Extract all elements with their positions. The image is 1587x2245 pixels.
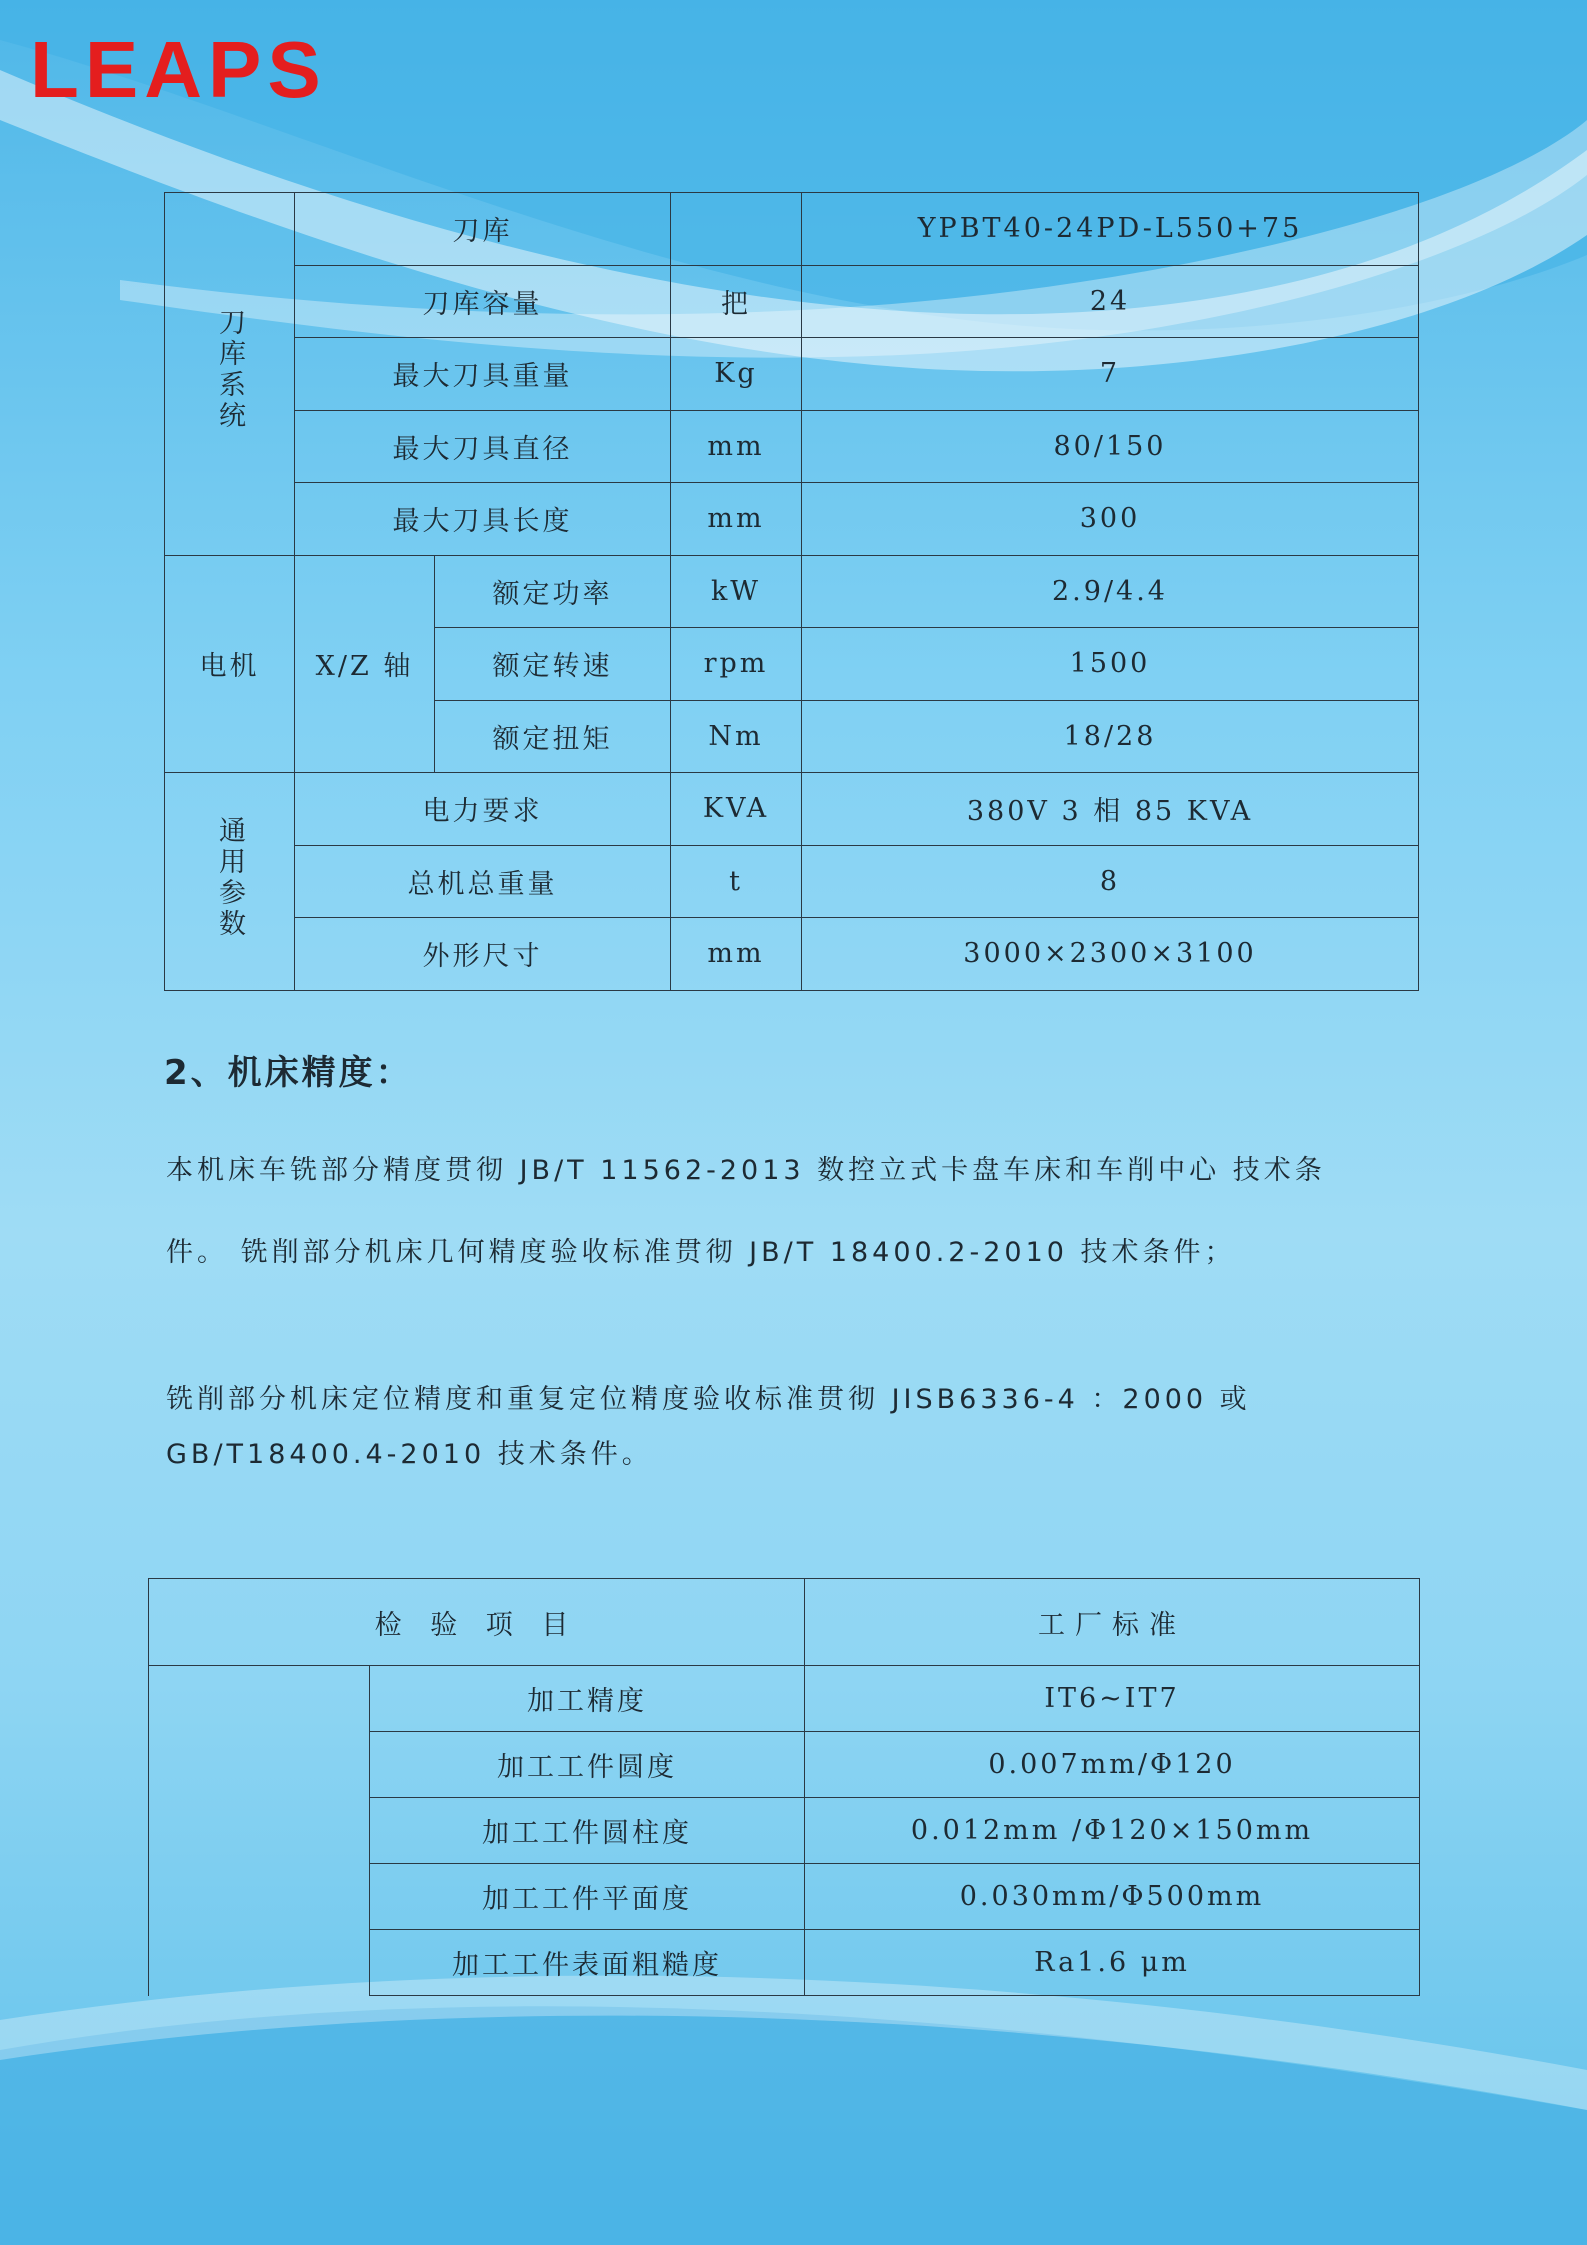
param-name: 刀库容量	[295, 265, 671, 338]
param-name: 额定功率	[435, 555, 671, 628]
check-item: 加工精度	[370, 1666, 805, 1732]
table-row	[165, 918, 1419, 991]
group-label: 通用参数	[214, 815, 245, 940]
param-name: 最大刀具重量	[295, 338, 671, 411]
param-name: 总机总重量	[295, 845, 671, 918]
param-name: 额定扭矩	[435, 700, 671, 773]
param-unit: rpm	[671, 628, 802, 701]
param-value: 2.9/4.4	[802, 555, 1419, 628]
group-label: 刀库系统	[214, 308, 245, 433]
table-row	[165, 338, 1419, 411]
param-value: 7	[802, 338, 1419, 411]
param-unit: Nm	[671, 700, 802, 773]
group-cell	[165, 773, 295, 991]
param-name: 刀库	[295, 193, 671, 266]
company-logo: LEAPS	[30, 25, 327, 114]
param-name: 外形尺寸	[295, 918, 671, 991]
param-name: 最大刀具直径	[295, 410, 671, 483]
group-cell	[165, 193, 295, 556]
param-unit	[671, 193, 802, 266]
check-item: 加工工件表面粗糙度	[370, 1930, 805, 1996]
table-row	[165, 845, 1419, 918]
param-name: 最大刀具长度	[295, 483, 671, 556]
param-value: 8	[802, 845, 1419, 918]
header-item: 检 验 项 目	[149, 1579, 805, 1666]
factory-standard: 0.007mm/Φ120	[805, 1732, 1420, 1798]
param-unit: kW	[671, 555, 802, 628]
param-value: 3000×2300×3100	[802, 918, 1419, 991]
table-header-row	[149, 1579, 1420, 1666]
spec-table	[164, 192, 1419, 991]
param-name: 电力要求	[295, 773, 671, 846]
table-row	[149, 1666, 1420, 1732]
header-standard: 工厂标准	[805, 1579, 1420, 1666]
param-value: 300	[802, 483, 1419, 556]
precision-table	[148, 1578, 1420, 1996]
factory-standard: 0.012mm /Φ120×150mm	[805, 1798, 1420, 1864]
blank-cell	[149, 1666, 370, 1996]
check-item: 加工工件平面度	[370, 1864, 805, 1930]
param-value: 24	[802, 265, 1419, 338]
table-row	[165, 555, 1419, 628]
table-row	[165, 410, 1419, 483]
param-unit: mm	[671, 483, 802, 556]
table-row	[165, 483, 1419, 556]
factory-standard: 0.030mm/Φ500mm	[805, 1864, 1420, 1930]
param-value: 18/28	[802, 700, 1419, 773]
table-row	[165, 193, 1419, 266]
paragraph-positioning: 铣削部分机床定位精度和重复定位精度验收标准贯彻 JISB6336-4 ：2000 或 GB/T18400.4-2010 技术条件。	[166, 1384, 1251, 1470]
table-row	[165, 265, 1419, 338]
check-item: 加工工件圆柱度	[370, 1798, 805, 1864]
param-unit: Kg	[671, 338, 802, 411]
param-value: 1500	[802, 628, 1419, 701]
check-item: 加工工件圆度	[370, 1732, 805, 1798]
param-value: YPBT40-24PD-L550+75	[802, 193, 1419, 266]
paragraph-standards: 本机床车铣部分精度贯彻 JB/T 11562-2013 数控立式卡盘车床和车削中心 技术条件。 铣削部分机床几何精度验收标准贯彻 JB/T 18400.2-2010 技术条件；	[166, 1155, 1326, 1268]
table-row	[165, 773, 1419, 846]
param-value: 80/150	[802, 410, 1419, 483]
param-name: 额定转速	[435, 628, 671, 701]
param-unit: t	[671, 845, 802, 918]
param-unit: KVA	[671, 773, 802, 846]
axis-label: X/Z 轴	[295, 555, 435, 773]
factory-standard: Ra1.6 μm	[805, 1930, 1420, 1996]
section-title: 2、机床精度：	[164, 1053, 413, 1093]
param-unit: mm	[671, 918, 802, 991]
factory-standard: IT6~IT7	[805, 1666, 1420, 1732]
param-value: 380V 3 相 85 KVA	[802, 773, 1419, 846]
param-unit: 把	[671, 265, 802, 338]
param-unit: mm	[671, 410, 802, 483]
group-label: 电机	[165, 555, 295, 773]
